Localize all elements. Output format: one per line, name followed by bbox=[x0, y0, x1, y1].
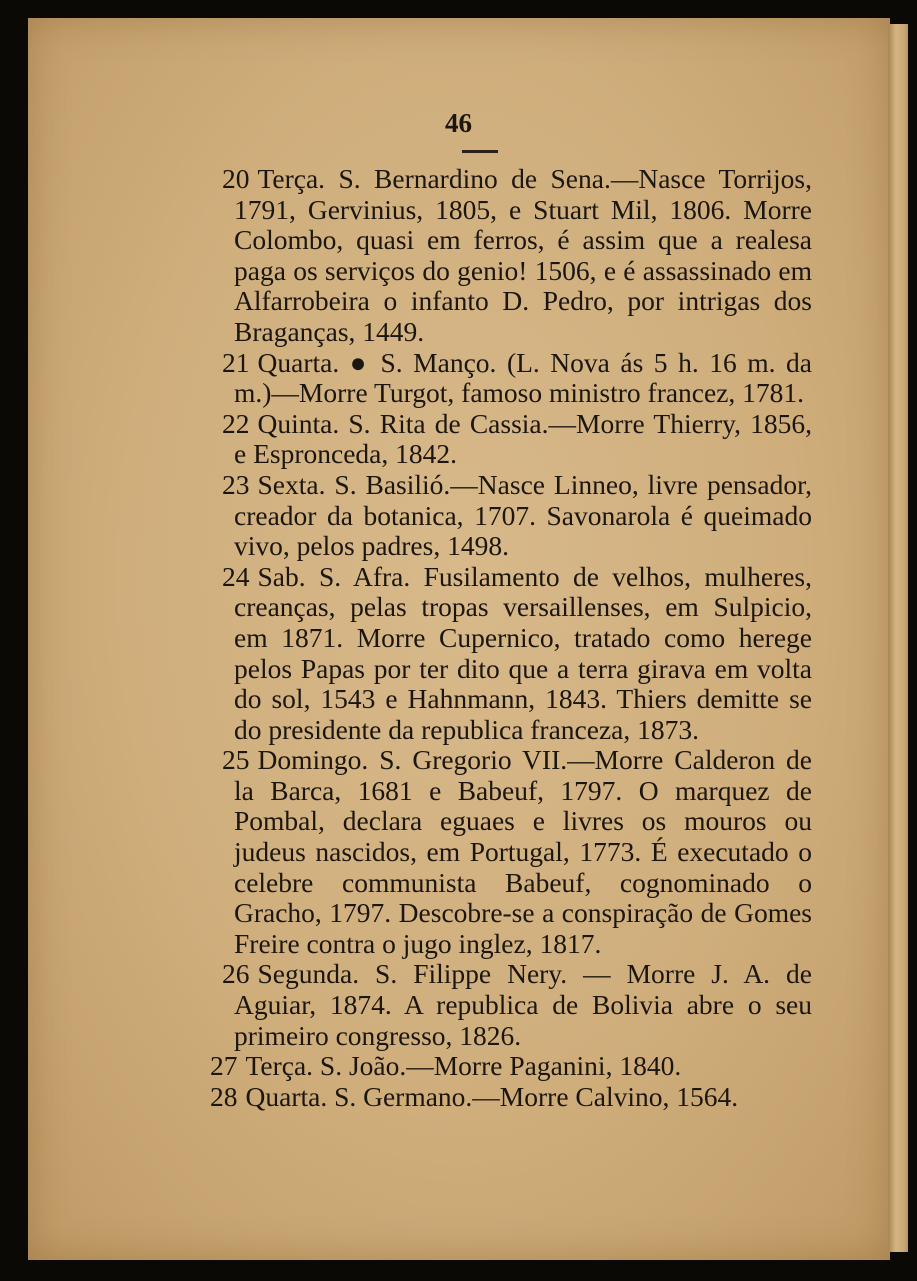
entry-text: Sexta. S. Basilió.—Nasce Linneo, livre pensador, creador da botanica, 1707. Savonarola é queimado vivo, pelos padres, 1498. bbox=[234, 468, 812, 562]
entry-day: 25 bbox=[222, 744, 250, 776]
entry-24 bbox=[222, 562, 812, 746]
page-edge bbox=[888, 24, 908, 1252]
entry-day: 28 bbox=[210, 1080, 238, 1112]
entry-20 bbox=[222, 164, 812, 348]
entry-day: 27 bbox=[210, 1050, 238, 1082]
entry-day: 22 bbox=[222, 407, 250, 439]
entry-day: 21 bbox=[222, 346, 250, 378]
entry-23 bbox=[222, 470, 812, 562]
entry-26 bbox=[222, 959, 812, 1051]
entry-day: 24 bbox=[222, 560, 250, 592]
entry-text: Quarta. ● S. Mançο. (L. Nova ás 5 h. 16 m. da m.)—Morre Turgot, famoso ministro francez, 1781. bbox=[234, 346, 812, 409]
calendar-entries bbox=[210, 163, 812, 1112]
entry-text: Domingo. S. Gregorio VII.—Morre Calderon de la Barca, 1681 e Babeuf, 1797. O marquez de Pombal, declara eguaes e livres os mouros ou judeus nascidos, em Portugal, 1773. É executado o celebre communista Babeuf, cognominado o Gracho, 1797. Descobre-se a conspiração de Gomes Freire contra o jugo inglez, 1817. bbox=[234, 744, 812, 959]
entry-28 bbox=[210, 1080, 812, 1113]
entry-day: 26 bbox=[222, 958, 250, 990]
entry-25 bbox=[222, 745, 812, 959]
entry-text: Terça. S. Bernardino de Sena.—Nasce Torrijos, 1791, Gervinius, 1805, e Stuart Mil, 1806. Morre Colombo, quasi em ferros, é assim que a realesa paga os serviços do genio! 1506, e é assassinado em Alfarrobeira o infanto D. Pedro, por intrigas dos Braganças, 1449. bbox=[234, 163, 812, 347]
entry-text: Sab. S. Afra. Fusilamento de velhos, mulheres, creanças, pelas tropas versaillenses, em Sulpicio, em 1871. Morre Cupernico, tratado como herege pelos Papas por ter dito que a terra girava em volta do sol, 1543 e Hahnmann, 1843. Thiers demitte se do presidente da republica franceza, 1873. bbox=[234, 560, 812, 745]
entry-text: Terça. S. João.—Morre Paganini, 1840. bbox=[245, 1050, 682, 1082]
entry-text: Segunda. S. Filippe Nery. — Morre J. A. de Aguiar, 1874. A republica de Bolivia abre o seu primeiro congresso, 1826. bbox=[234, 958, 812, 1051]
page-number: 46 bbox=[445, 108, 472, 138]
header-rule bbox=[462, 150, 498, 153]
entry-day: 20 bbox=[222, 163, 250, 194]
entry-text: Quarta. S. Germano.—Morre Calvino, 1564. bbox=[245, 1080, 739, 1112]
entry-day: 23 bbox=[222, 468, 250, 500]
entry-27 bbox=[210, 1050, 812, 1082]
entry-21 bbox=[222, 348, 812, 409]
entry-text: Quinta. S. Rita de Cassia.—Morre Thierry, 1856, e Espronceda, 1842. bbox=[234, 407, 812, 470]
entry-22 bbox=[222, 409, 812, 470]
